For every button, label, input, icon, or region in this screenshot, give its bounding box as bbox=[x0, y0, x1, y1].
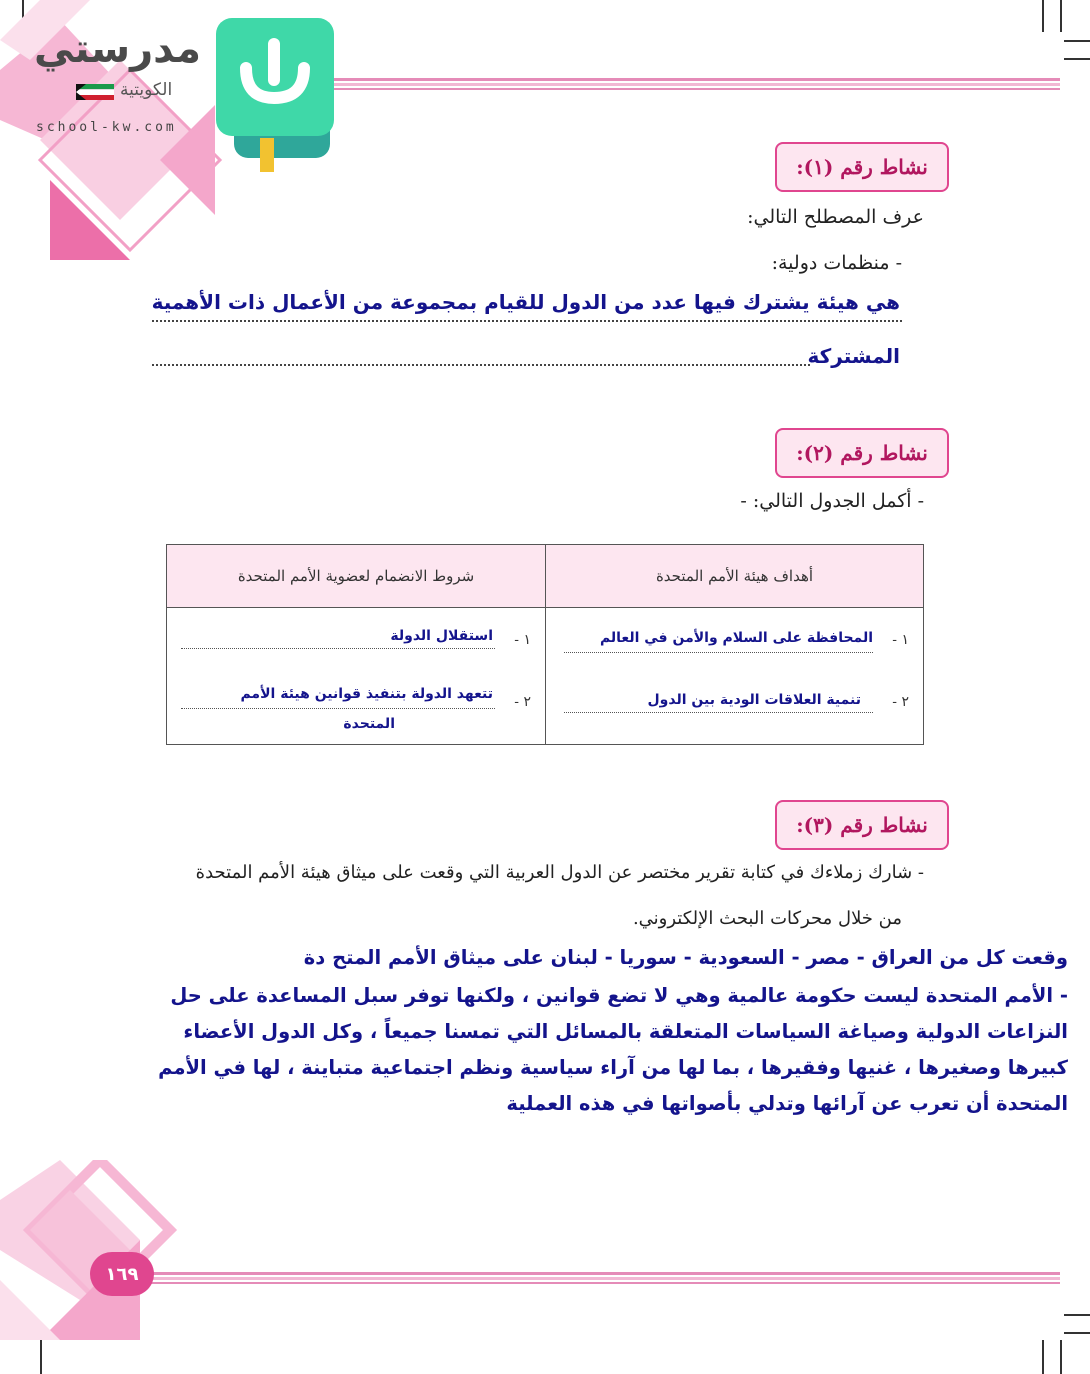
activity-1-answer-line-2: المشتركة bbox=[807, 344, 900, 368]
activity-1-term: - منظمات دولية: bbox=[771, 252, 902, 274]
answer-dotted-line bbox=[564, 652, 873, 653]
answer-dotted-line bbox=[564, 712, 873, 713]
crop-mark bbox=[1064, 1332, 1090, 1334]
activity-3-title: نشاط رقم (٣): bbox=[775, 800, 949, 850]
answer-dotted-line bbox=[152, 364, 810, 366]
answer-dotted-line bbox=[181, 708, 495, 709]
crop-mark bbox=[1064, 40, 1090, 42]
activity-3-answer-line-3: النزاعات الدولية وصياغة السياسات المتعلقة بالمسائل التي تمسنا جميعاً ، وكل الدول الأعضاء bbox=[183, 1020, 1068, 1043]
crop-mark bbox=[1064, 1314, 1090, 1316]
goals-cell bbox=[546, 608, 924, 745]
crop-mark bbox=[1064, 58, 1090, 60]
page-number-badge bbox=[90, 1252, 154, 1296]
crop-mark bbox=[1042, 1340, 1044, 1374]
crop-mark bbox=[1060, 0, 1062, 32]
activity-3-answer-line-2: - الأمم المتحدة ليست حكومة عالمية وهي لا تضع قوانين ، ولكنها توفر سبل المساعدة على حل bbox=[170, 984, 1068, 1007]
conditions-header: شروط الانضمام لعضوية الأمم المتحدة bbox=[167, 545, 546, 608]
goals-header: أهداف هيئة الأمم المتحدة bbox=[546, 545, 924, 608]
activity-3-instruction-line-1: - شارك زملاءك في كتابة تقرير مختصر عن الدول العربية التي وقعت على ميثاق هيئة الأمم المتحدة bbox=[195, 862, 924, 883]
activity-1-answer-line-1: هي هيئة يشترك فيها عدد من الدول للقيام بمجموعة من الأعمال ذات الأهمية bbox=[151, 290, 900, 314]
goal-2-number: ٢ - bbox=[892, 694, 909, 710]
logo-book-icon bbox=[212, 18, 336, 178]
condition-1-answer: استقلال الدولة bbox=[390, 628, 493, 644]
condition-2-answer-line-1: تتعهد الدولة بتنفيذ قوانين هيئة الأمم bbox=[240, 686, 493, 702]
condition-2-answer-line-2: المتحدة bbox=[343, 716, 395, 732]
footer-stripe bbox=[140, 1272, 1060, 1284]
activity-1-instruction: عرف المصطلح التالي: bbox=[747, 206, 924, 228]
activity-3-answer-line-1: وقعت كل من العراق - مصر - السعودية - سوريا - لبنان على ميثاق الأمم المتح دة bbox=[303, 946, 1068, 969]
activity-3-instruction-line-2: من خلال محركات البحث الإلكتروني. bbox=[632, 908, 902, 929]
logo-url: school-kw.com bbox=[36, 120, 177, 135]
activity-3-answer-line-4: كبيرها وصغيرها ، غنيها وفقيرها ، بما لها من آراء سياسية ونظم اجتماعية متباينة ، لها في الأمم bbox=[158, 1056, 1068, 1079]
page-number: ١٦٩ bbox=[105, 1263, 139, 1285]
answer-dotted-line bbox=[181, 648, 495, 649]
header-stripe bbox=[300, 78, 1060, 90]
goal-1-number: ١ - bbox=[892, 632, 909, 648]
goal-1-answer: المحافظة على السلام والأمن في العالم bbox=[599, 630, 873, 646]
activity-3-answer-line-5: المتحدة أن تعرب عن آرائها وتدلي بأصواتها في هذه العملية bbox=[506, 1092, 1068, 1115]
logo-name: مدرستي bbox=[34, 26, 202, 72]
activity-1-title: نشاط رقم (١): bbox=[775, 142, 949, 192]
logo-subtitle: الكويتية bbox=[120, 80, 173, 100]
goal-2-answer: تنمية العلاقات الودية بين الدول bbox=[647, 692, 861, 708]
crop-mark bbox=[1060, 1340, 1062, 1374]
conditions-cell bbox=[167, 608, 546, 745]
activity-2-instruction: - أكمل الجدول التالي: - bbox=[740, 490, 924, 512]
condition-2-number: ٢ - bbox=[514, 694, 531, 710]
condition-1-number: ١ - bbox=[514, 632, 531, 648]
goals-table bbox=[166, 544, 924, 745]
answer-dotted-line bbox=[152, 320, 902, 322]
activity-2-title: نشاط رقم (٢): bbox=[775, 428, 949, 478]
crop-mark bbox=[1042, 0, 1044, 32]
kuwait-flag-icon bbox=[76, 84, 114, 100]
logo bbox=[32, 22, 342, 182]
